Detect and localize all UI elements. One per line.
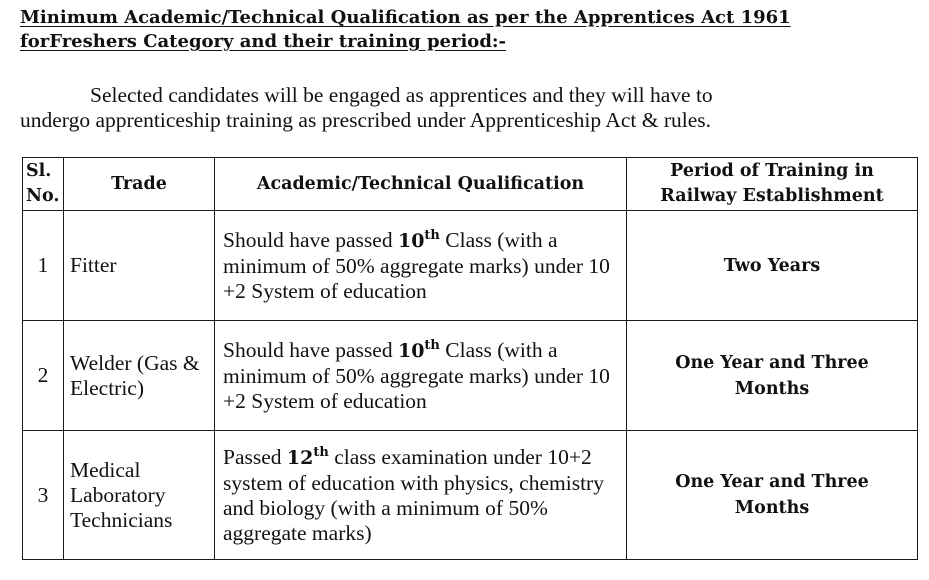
table-header-row (23, 158, 918, 211)
cell-trade: Fitter (64, 211, 215, 321)
heading-line-1: Minimum Academic/Technical Qualification as per the Apprentices Act 1961 (20, 7, 791, 28)
cell-trade: Welder (Gas & Electric) (64, 321, 215, 431)
cell-sl: 2 (23, 321, 64, 431)
qualification-table (22, 157, 918, 560)
cell-sl: 3 (23, 431, 64, 560)
header-sl-no: Sl. No. (23, 158, 64, 211)
cell-qualification: Should have passed 10th Class (with a minimum of 50% aggregate marks) under 10 +2 System of education (215, 321, 627, 431)
intro-line-2: undergo apprenticeship training as prescribed under Apprenticeship Act & rules. (20, 108, 711, 132)
document-heading (20, 6, 920, 54)
table-row (23, 211, 918, 321)
cell-period: Two Years (627, 211, 918, 321)
table-row (23, 431, 918, 560)
intro-paragraph (20, 83, 920, 133)
cell-period: One Year and Three Months (627, 321, 918, 431)
table-row (23, 321, 918, 431)
header-period: Period of Training in Railway Establishment (627, 158, 918, 211)
heading-line-2: forFreshers Category and their training period:- (20, 31, 507, 52)
cell-qualification: Should have passed 10th Class (with a minimum of 50% aggregate marks) under 10 +2 System of education (215, 211, 627, 321)
header-trade: Trade (64, 158, 215, 211)
cell-period: One Year and Three Months (627, 431, 918, 560)
header-qualification: Academic/Technical Qualification (215, 158, 627, 211)
cell-trade: Medical Laboratory Technicians (64, 431, 215, 560)
cell-qualification: Passed 12th class examination under 10+2 system of education with physics, chemistry and biology (with a minimum of 50% aggregate marks) (215, 431, 627, 560)
intro-line-1: Selected candidates will be engaged as apprentices and they will have to (90, 83, 713, 107)
cell-sl: 1 (23, 211, 64, 321)
